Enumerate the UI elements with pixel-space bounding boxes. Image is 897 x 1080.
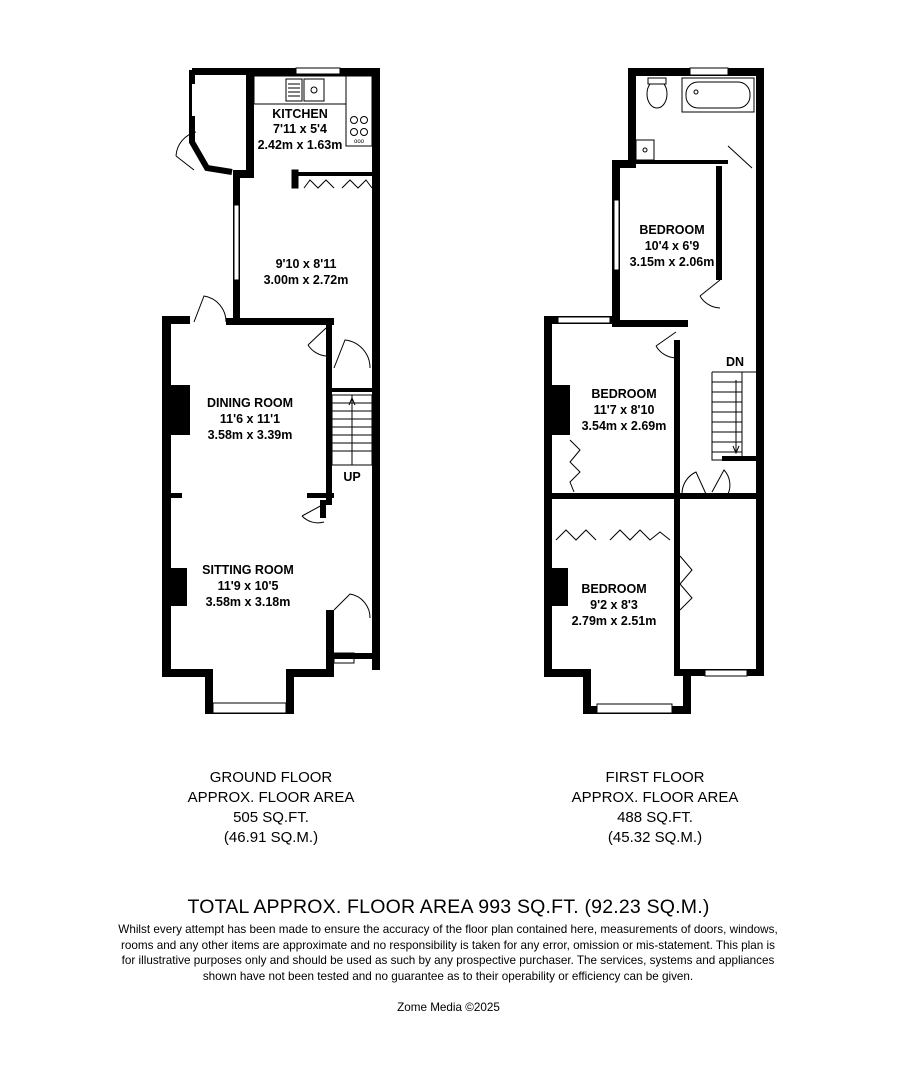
kitchen-metric: 2.42m x 1.63m <box>257 138 343 152</box>
ground-floor-title: GROUND FLOOR <box>209 769 333 786</box>
bedroom-front-name: BEDROOM <box>581 582 647 596</box>
stairs-down <box>712 372 756 460</box>
sitting-room-imperial: 11'9 x 10'5 <box>217 579 279 593</box>
bedroom-rear-imperial: 10'4 x 6'9 <box>644 239 700 253</box>
sitting-room-name: SITTING ROOM <box>202 563 294 577</box>
back-room-metric: 3.00m x 2.72m <box>263 273 349 287</box>
ground-floor-windows <box>213 68 340 713</box>
sink-icon <box>286 79 302 101</box>
ground-floor-summary <box>141 768 401 848</box>
ground-floor-plan <box>162 68 380 714</box>
dining-room-metric: 3.58m x 3.39m <box>207 428 293 442</box>
first-floor-subtitle: APPROX. FLOOR AREA <box>571 789 739 806</box>
ground-floor-subtitle: APPROX. FLOOR AREA <box>187 789 355 806</box>
ground-floor-sqft: 505 SQ.FT. <box>233 809 309 826</box>
stairs-up <box>332 395 372 465</box>
bedroom-front-imperial: 9'2 x 8'3 <box>590 598 638 612</box>
bedroom-middle-metric: 3.54m x 2.69m <box>581 419 667 433</box>
dining-room-name: DINING ROOM <box>206 396 294 410</box>
total-floor-area: TOTAL APPROX. FLOOR AREA 993 SQ.FT. (92.23 SQ.M.) <box>187 896 710 918</box>
ground-floor-room-labels <box>202 107 361 609</box>
first-floor-sqft: 488 SQ.FT. <box>617 809 693 826</box>
stairs-down-label: DN <box>725 355 745 369</box>
disclaimer-text: Whilst every attempt has been made to ensure the accuracy of the floor plan contained here, measurements of doors, windows, rooms and any other items are approximate and no responsibility is taken for any error, omission or mis-statement. This plan is for illustrative purposes only and should be used as such by any prospective purchaser. The services, systems and appliances shown have not been tested and no guarantee as to their operability or efficiency can be given. <box>118 923 778 983</box>
bathroom-fixtures <box>636 78 754 160</box>
stairs-up-label: UP <box>343 470 361 484</box>
first-floor-plan <box>544 68 764 714</box>
bedroom-middle-name: BEDROOM <box>591 387 657 401</box>
bedroom-middle-imperial: 11'7 x 8'10 <box>593 403 655 417</box>
first-floor-doors <box>556 146 752 610</box>
dining-room-imperial: 11'6 x 11'1 <box>219 412 281 426</box>
ground-floor-sqm: (46.91 SQ.M.) <box>223 829 319 846</box>
kitchen-name: KITCHEN <box>272 107 328 121</box>
appliance-label: ooo <box>353 139 365 145</box>
bedroom-rear-name: BEDROOM <box>639 223 705 237</box>
kitchen-bay-window <box>176 70 232 172</box>
first-floor-sqm: (45.32 SQ.M.) <box>607 829 703 846</box>
first-floor-title: FIRST FLOOR <box>605 769 705 786</box>
ground-floor-walls <box>162 68 380 714</box>
credit-text: Zome Media ©2025 <box>397 1001 500 1014</box>
sitting-room-metric: 3.58m x 3.18m <box>205 595 291 609</box>
kitchen-imperial: 7'11 x 5'4 <box>273 122 327 136</box>
back-room-imperial: 9'10 x 8'11 <box>275 257 337 271</box>
bedroom-rear-metric: 3.15m x 2.06m <box>629 255 715 269</box>
first-floor-summary <box>525 768 785 848</box>
bedroom-front-metric: 2.79m x 2.51m <box>571 614 657 628</box>
first-floor-room-labels <box>572 223 744 628</box>
